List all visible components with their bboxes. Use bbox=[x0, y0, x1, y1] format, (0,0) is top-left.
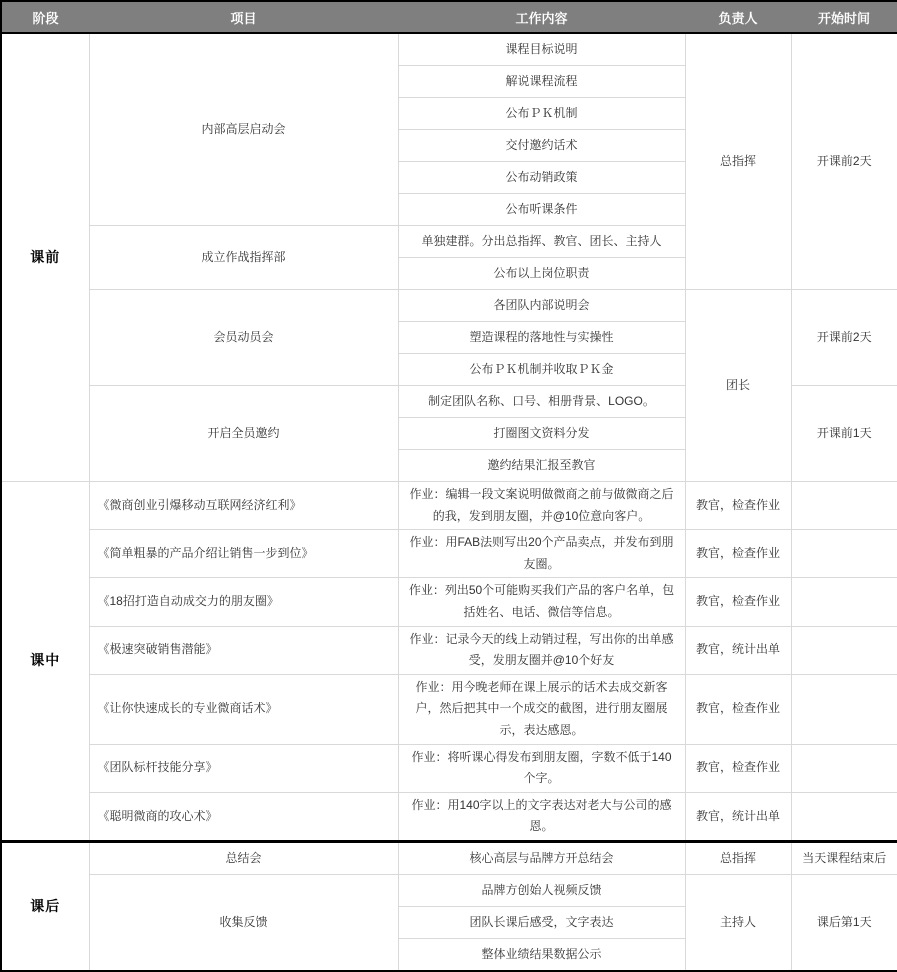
time-cell bbox=[791, 744, 897, 792]
header-row bbox=[1, 1, 897, 33]
time-cell bbox=[791, 578, 897, 626]
table-row bbox=[1, 744, 897, 792]
task-cell: 作业：用今晚老师在课上展示的话术去成交新客户，然后把其中一个成交的截图，进行朋友圈展示，表达感恩。 bbox=[398, 674, 685, 744]
owner-cell: 团长 bbox=[685, 290, 791, 482]
col-header-content: 工作内容 bbox=[398, 1, 685, 33]
project-cell: 《聪明微商的攻心术》 bbox=[89, 792, 398, 841]
table-row bbox=[1, 290, 897, 322]
time-cell: 开课前1天 bbox=[791, 386, 897, 482]
project-cell: 《简单粗暴的产品介绍让销售一步到位》 bbox=[89, 530, 398, 578]
task-cell: 整体业绩结果数据公示 bbox=[398, 938, 685, 971]
project-cell: 《团队标杆技能分享》 bbox=[89, 744, 398, 792]
task-cell: 公布ＰＫ机制并收取ＰＫ金 bbox=[398, 354, 685, 386]
task-cell: 打圈图文资料分发 bbox=[398, 418, 685, 450]
project-cell: 开启全员邀约 bbox=[89, 386, 398, 482]
task-cell: 品牌方创始人视频反馈 bbox=[398, 874, 685, 906]
table-row bbox=[1, 674, 897, 744]
col-header-time: 开始时间 bbox=[791, 1, 897, 33]
time-cell: 课后第1天 bbox=[791, 874, 897, 971]
task-cell: 公布以上岗位职责 bbox=[398, 258, 685, 290]
project-cell: 《让你快速成长的专业微商话术》 bbox=[89, 674, 398, 744]
table-row bbox=[1, 530, 897, 578]
project-cell: 内部高层启动会 bbox=[89, 33, 398, 226]
time-cell bbox=[791, 674, 897, 744]
col-header-owner: 负责人 bbox=[685, 1, 791, 33]
time-cell bbox=[791, 482, 897, 530]
table-row bbox=[1, 33, 897, 66]
time-cell: 开课前2天 bbox=[791, 33, 897, 290]
project-cell: 总结会 bbox=[89, 841, 398, 874]
phase-cell-mid: 课中 bbox=[1, 482, 89, 842]
phase-cell-pre: 课前 bbox=[1, 33, 89, 482]
task-cell: 公布ＰＫ机制 bbox=[398, 98, 685, 130]
project-cell: 会员动员会 bbox=[89, 290, 398, 386]
task-cell: 制定团队名称、口号、相册背景、LOGO。 bbox=[398, 386, 685, 418]
task-cell: 各团队内部说明会 bbox=[398, 290, 685, 322]
owner-cell: 教官，统计出单 bbox=[685, 792, 791, 841]
phase-cell-post: 课后 bbox=[1, 841, 89, 971]
owner-cell: 总指挥 bbox=[685, 33, 791, 290]
table-row bbox=[1, 841, 897, 874]
col-header-project: 项目 bbox=[89, 1, 398, 33]
project-cell: 《18招打造自动成交力的朋友圈》 bbox=[89, 578, 398, 626]
task-cell: 作业：编辑一段文案说明做微商之前与做微商之后的我，发到朋友圈，并@10位意向客户。 bbox=[398, 482, 685, 530]
time-cell: 当天课程结束后 bbox=[791, 841, 897, 874]
owner-cell: 教官，统计出单 bbox=[685, 626, 791, 674]
task-cell: 课程目标说明 bbox=[398, 33, 685, 66]
task-cell: 作业：用140字以上的文字表达对老大与公司的感恩。 bbox=[398, 792, 685, 841]
task-cell: 作业：记录今天的线上动销过程，写出你的出单感受，发朋友圈并@10个好友 bbox=[398, 626, 685, 674]
table-row bbox=[1, 626, 897, 674]
task-cell: 单独建群。分出总指挥、教官、团长、主持人 bbox=[398, 226, 685, 258]
task-cell: 作业：用FAB法则写出20个产品卖点，并发布到朋友圈。 bbox=[398, 530, 685, 578]
owner-cell: 教官，检查作业 bbox=[685, 674, 791, 744]
owner-cell: 总指挥 bbox=[685, 841, 791, 874]
time-cell bbox=[791, 530, 897, 578]
table-row bbox=[1, 874, 897, 906]
time-cell bbox=[791, 792, 897, 841]
table-row bbox=[1, 578, 897, 626]
time-cell bbox=[791, 626, 897, 674]
table-row bbox=[1, 482, 897, 530]
task-cell: 公布听课条件 bbox=[398, 194, 685, 226]
task-cell: 邀约结果汇报至教官 bbox=[398, 450, 685, 482]
owner-cell: 教官，检查作业 bbox=[685, 530, 791, 578]
project-cell: 《微商创业引爆移动互联网经济红利》 bbox=[89, 482, 398, 530]
task-cell: 公布动销政策 bbox=[398, 162, 685, 194]
task-cell: 团队长课后感受，文字表达 bbox=[398, 906, 685, 938]
owner-cell: 教官，检查作业 bbox=[685, 578, 791, 626]
owner-cell: 教官，检查作业 bbox=[685, 482, 791, 530]
owner-cell: 教官，检查作业 bbox=[685, 744, 791, 792]
task-cell: 作业：将听课心得发布到朋友圈，字数不低于140个字。 bbox=[398, 744, 685, 792]
task-cell: 交付邀约话术 bbox=[398, 130, 685, 162]
task-cell: 作业：列出50个可能购买我们产品的客户名单，包括姓名、电话、微信等信息。 bbox=[398, 578, 685, 626]
project-cell: 成立作战指挥部 bbox=[89, 226, 398, 290]
table-row bbox=[1, 792, 897, 841]
col-header-phase: 阶段 bbox=[1, 1, 89, 33]
task-cell: 核心高层与品牌方开总结会 bbox=[398, 841, 685, 874]
task-cell: 解说课程流程 bbox=[398, 66, 685, 98]
owner-cell: 主持人 bbox=[685, 874, 791, 971]
project-cell: 《极速突破销售潜能》 bbox=[89, 626, 398, 674]
task-cell: 塑造课程的落地性与实操性 bbox=[398, 322, 685, 354]
time-cell: 开课前2天 bbox=[791, 290, 897, 386]
project-cell: 收集反馈 bbox=[89, 874, 398, 971]
